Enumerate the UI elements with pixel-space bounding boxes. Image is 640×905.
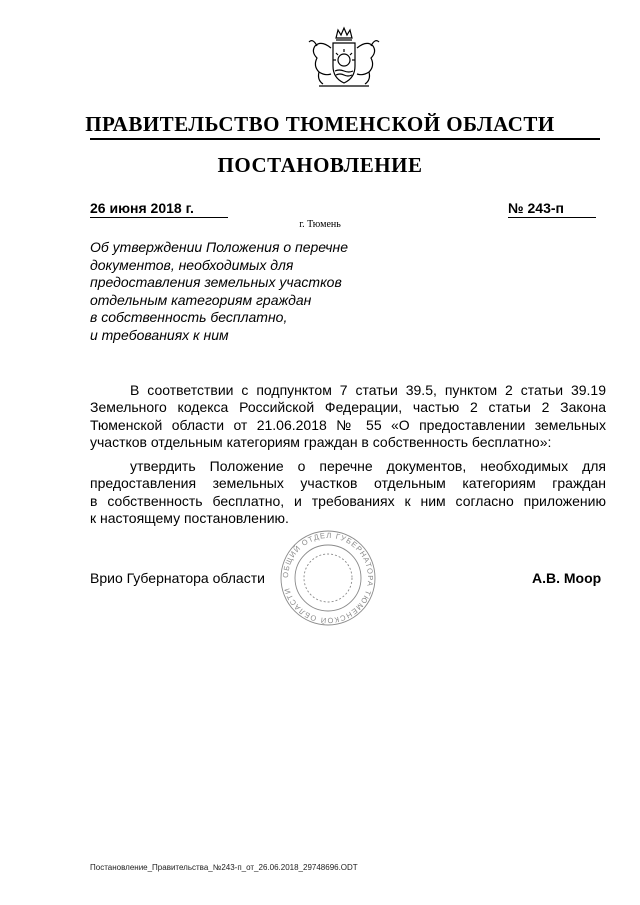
paragraph-line: Земельного кодекса Российской Федерации, частью 2 статьи 2 Закона <box>90 399 606 416</box>
body-paragraph-resolution <box>90 458 606 528</box>
number-sign: № <box>508 200 524 216</box>
subject-line: отдельным категориям граждан <box>90 291 312 308</box>
paragraph-line: к настоящему постановлению. <box>90 510 289 527</box>
paragraph-line: предоставления земельных участков отдельным категориям граждан <box>90 475 606 492</box>
organization-title: ПРАВИТЕЛЬСТВО ТЮМЕНСКОЙ ОБЛАСТИ <box>85 112 555 136</box>
seal-text: ОБЩИЙ ОТДЕЛ ГУБЕРНАТОРА ТЮМЕНСКОЙ ОБЛАСТИ <box>280 530 375 626</box>
subject-line: предоставления земельных участков <box>90 274 342 290</box>
subject-line: в собственность бесплатно, <box>90 309 288 325</box>
body-paragraph-basis <box>90 382 606 452</box>
coat-of-arms-icon <box>303 24 385 94</box>
subject-line: и требованиях к ним <box>90 326 229 343</box>
document-date: 26 июня 2018 г. <box>90 200 228 218</box>
document-city: г. Тюмень <box>299 219 341 230</box>
paragraph-line: утвердить Положение о перечне документов, необходимых для <box>130 458 606 474</box>
subject-line: документов, необходимых для <box>90 256 294 273</box>
number-value: 243-п <box>527 200 564 216</box>
signatory-role: Врио Губернатора области <box>90 570 265 586</box>
paragraph-line: Тюменской области от 21.06.2018 № 55 «О предоставлении земельных <box>90 416 606 433</box>
paragraph-line: В соответствии с подпунктом 7 статьи 39.5, пунктом 2 статьи 39.19 <box>130 382 606 398</box>
footer-file-name: Постановление_Правительства_№243-п_от_26.06.2018_29748696.ODT <box>90 863 358 872</box>
document-number <box>508 200 596 218</box>
paragraph-line: участков отдельным категориям граждан в собственность бесплатно»: <box>90 434 552 451</box>
title-divider <box>90 138 600 140</box>
subject-line: Об утверждении Положения о перечне <box>90 239 349 255</box>
document-subject <box>90 239 390 344</box>
paragraph-line: в собственность бесплатно, и требованиях к ним согласно приложению <box>90 492 606 509</box>
signatory-name: А.В. Моор <box>532 570 602 586</box>
document-type-heading: ПОСТАНОВЛЕНИЕ <box>217 153 423 177</box>
official-seal-icon <box>278 528 378 628</box>
